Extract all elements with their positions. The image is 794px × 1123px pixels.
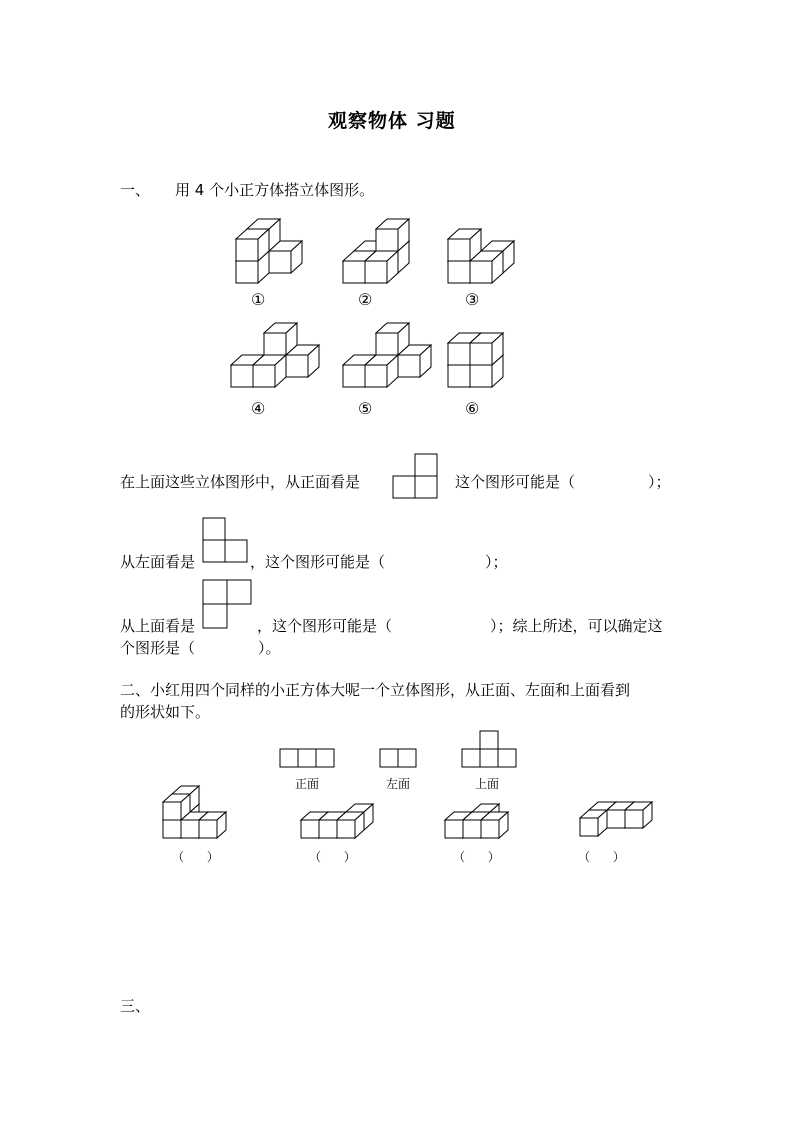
q1-top-view-conclusion: ）；综上所述，可以确定这 bbox=[490, 617, 663, 635]
option-paren-2: （ ） bbox=[309, 850, 356, 864]
option-figure-3 bbox=[445, 804, 508, 838]
view-label-front: 正面 bbox=[295, 777, 320, 791]
top-view-shape bbox=[203, 580, 251, 628]
option-figure-4 bbox=[580, 802, 652, 836]
view-label-top: 上面 bbox=[475, 777, 500, 791]
q1-left-view-question: ，这个图形可能是（ bbox=[250, 553, 386, 571]
q1-left-view-text: 从左面看是 bbox=[120, 553, 196, 571]
page-title: 观察物体 习题 bbox=[328, 110, 456, 132]
option-paren-4: （ ） bbox=[578, 850, 625, 864]
figure-1 bbox=[236, 219, 302, 283]
option-figure-2 bbox=[301, 804, 373, 838]
q1-label: 一、 bbox=[120, 181, 151, 199]
front-view-shape bbox=[393, 454, 437, 498]
figure-label-5: ⑤ bbox=[358, 399, 373, 418]
figure-label-4: ④ bbox=[251, 399, 266, 418]
option-paren-1: （ ） bbox=[172, 850, 219, 864]
figure-label-3: ③ bbox=[465, 290, 480, 309]
q1-front-view-question: 这个图形可能是（ bbox=[455, 473, 576, 491]
q2-left-view bbox=[380, 749, 416, 767]
q3-label: 三、 bbox=[120, 997, 151, 1015]
figure-2 bbox=[343, 219, 409, 283]
figure-label-2: ② bbox=[358, 290, 373, 309]
q1-text: 用 4 个小正方体搭立体图形。 bbox=[175, 181, 375, 199]
figure-label-1: ① bbox=[251, 290, 266, 309]
q2-text-line2: 的形状如下。 bbox=[120, 703, 211, 721]
q2-top-view bbox=[462, 731, 516, 767]
option-paren-3: （ ） bbox=[453, 850, 500, 864]
q2-text-line1: 二、小红用四个同样的小正方体大呢一个立体图形，从正面、左面和上面看到 bbox=[120, 681, 631, 699]
figure-5 bbox=[343, 323, 431, 387]
q1-final-answer-close: ）。 bbox=[258, 639, 281, 657]
figure-4 bbox=[231, 323, 319, 387]
figure-label-6: ⑥ bbox=[465, 399, 480, 418]
left-view-shape bbox=[203, 518, 247, 562]
figure-6 bbox=[448, 333, 503, 387]
q1-top-view-text: 从上面看是 bbox=[120, 617, 196, 635]
q1-top-view-question: ，这个图形可能是（ bbox=[257, 617, 393, 635]
view-label-left: 左面 bbox=[386, 777, 411, 791]
option-figure-1 bbox=[163, 786, 226, 838]
figure-3 bbox=[448, 229, 514, 283]
q1-left-view-close: ）； bbox=[485, 553, 508, 571]
q1-front-view-close: ）； bbox=[648, 473, 671, 491]
q1-front-view-text: 在上面这些立体图形中，从正面看是 bbox=[120, 473, 361, 491]
q1-final-answer: 个图形是（ bbox=[120, 639, 196, 657]
q2-front-view bbox=[280, 749, 334, 767]
